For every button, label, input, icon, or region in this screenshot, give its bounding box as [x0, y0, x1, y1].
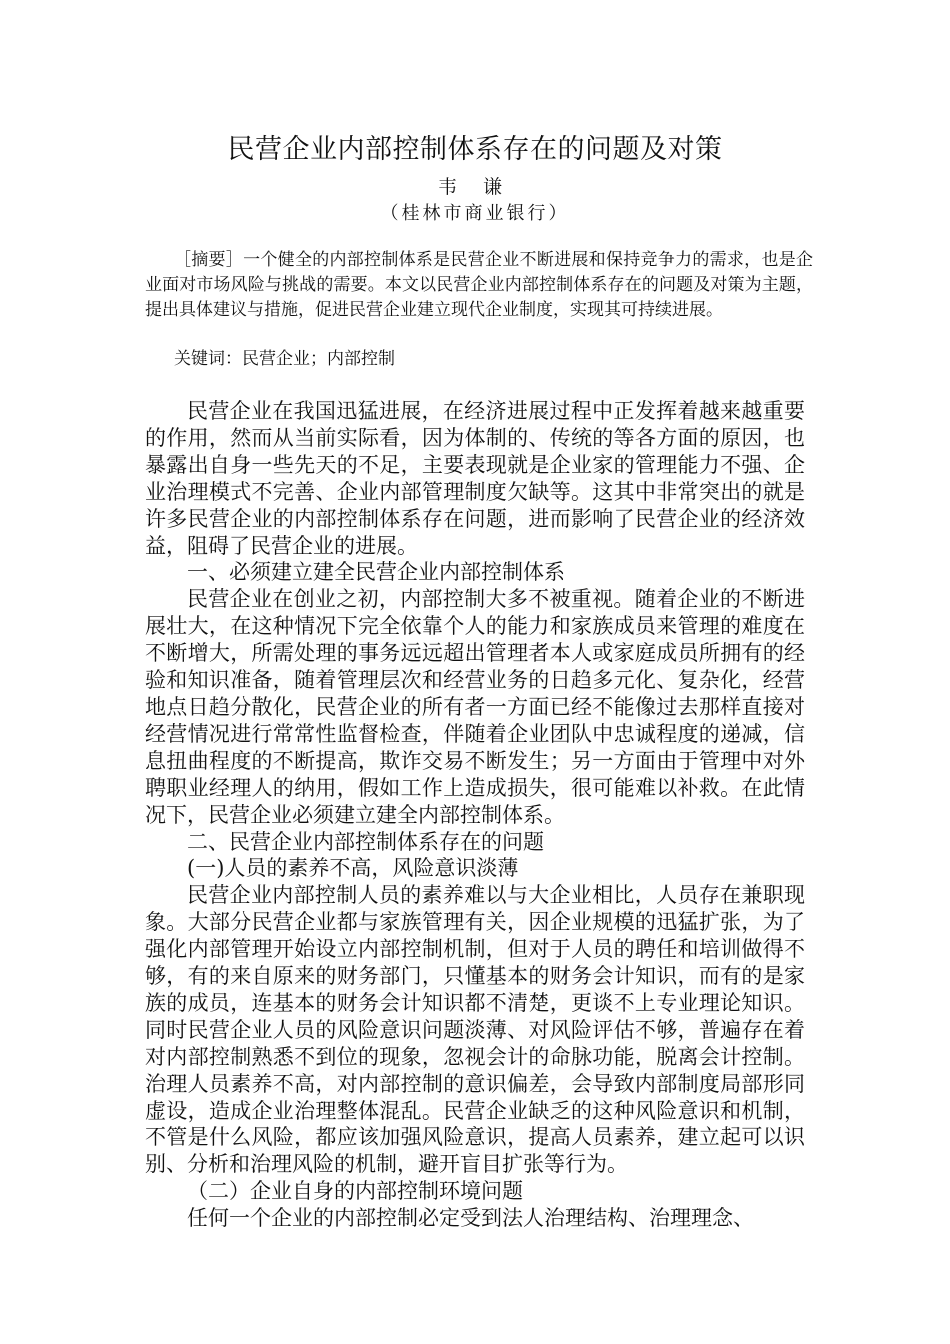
- section-heading-1: 一、必须建立建全民营企业内部控制体系: [187, 560, 565, 585]
- paragraph-section-1: 民营企业在创业之初，内部控制大多不被重视。随着企业的不断进展壮大，在这种情况下完全依靠个人的能力和家族成员来管理的难度在不断增大，所需处理的事务远远超出管理者本人或家庭成员所拥有的经验和知识准备，随着管理层次和经营业务的日趋多元化、复杂化，经营地点日趋分散化，民营企业的所有者一方面已经不能像过去那样直接对经营情况进行常常性监督检查，伴随着企业团队中忠诚程度的递减，信息扭曲程度的不断提高，欺诈交易不断发生；另一方面由于管理中对外聘职业经理人的纳用，假如工作上造成损失，很可能难以补救。在此情况下，民营企业必须建立建全内部控制体系。: [145, 587, 805, 827]
- section-heading-2: 二、民营企业内部控制体系存在的问题: [187, 829, 544, 854]
- body-text: [145, 398, 805, 1232]
- author-name: 韦 谦: [437, 176, 513, 198]
- keywords: 关键词：民营企业；内部控制: [174, 349, 395, 369]
- subsection-heading-1: (一)人员的素养不高，风险意识淡薄: [187, 856, 519, 881]
- abstract: ［摘要］一个健全的内部控制体系是民营企业不断进展和保持竞争力的需求，也是企业面对市场风险与挑战的需要。本文以民营企业内部控制体系存在的问题及对策为主题，提出具体建议与措施，促进民营企业建立现代企业制度，实现其可持续进展。: [145, 250, 813, 320]
- author-affiliation: （桂林市商业银行）: [380, 203, 570, 224]
- paragraph-subsection-1: 民营企业内部控制人员的素养难以与大企业相比，人员存在兼职现象。大部分民营企业都与家族管理有关，因企业规模的迅猛扩张，为了强化内部管理开始设立内部控制机制，但对于人员的聘任和培训做得不够，有的来自原来的财务部门，只懂基本的财务会计知识，而有的是家族的成员，连基本的财务会计知识都不清楚，更谈不上专业理论知识。同时民营企业人员的风险意识问题淡薄、对风险评估不够，普遍存在着对内部控制熟悉不到位的现象，忽视会计的命脉功能，脱离会计控制。治理人员素养不高，对内部控制的意识偏差，会导致内部制度局部形同虚设，造成企业治理整体混乱。民营企业缺乏的这种风险意识和机制，不管是什么风险，都应该加强风险意识，提高人员素养，建立起可以识别、分析和治理风险的机制，避开盲目扩张等行为。: [145, 883, 805, 1177]
- paragraph-subsection-2: 任何一个企业的内部控制必定受到法人治理结构、治理理念、: [187, 1206, 754, 1231]
- paragraph-intro: 民营企业在我国迅猛进展，在经济进展过程中正发挥着越来越重要的作用，然而从当前实际看，因为体制的、传统的等各方面的原因，也暴露出自身一些先天的不足，主要表现就是企业家的管理能力不强、企业治理模式不完善、企业内部管理制度欠缺等。这其中非常突出的就是许多民营企业的内部控制体系存在问题，进而影响了民营企业的经济效益，阻碍了民营企业的进展。: [145, 399, 805, 558]
- document-title: 民营企业内部控制体系存在的问题及对策: [227, 134, 723, 165]
- subsection-heading-2: （二）企业自身的内部控制环境问题: [187, 1179, 523, 1204]
